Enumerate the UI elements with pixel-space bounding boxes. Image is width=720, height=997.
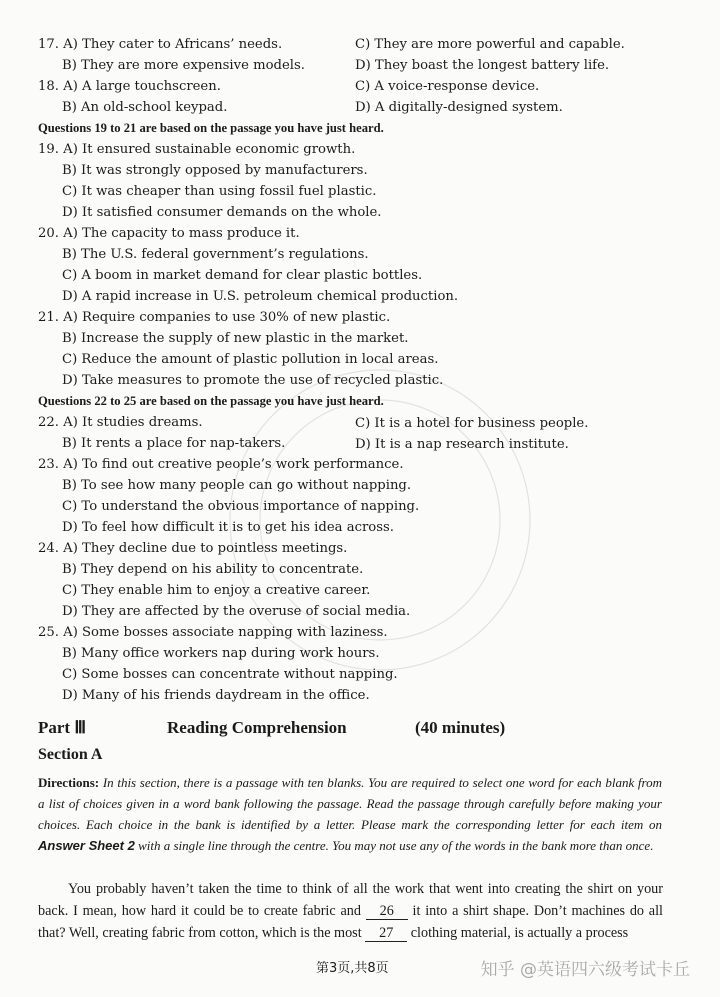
- q22-option-b: B) It rents a place for nap-takers.: [62, 436, 286, 451]
- q22-option-a: 22. A) It studies dreams.: [38, 415, 203, 430]
- questions-19-21-heading: Questions 19 to 21 are based on the passage you have just heard.: [38, 121, 384, 135]
- part-time: (40 minutes): [415, 718, 506, 737]
- directions-text-1: In this section, there is a passage with ten blanks. You are required to select one word for each blank from a list of choices given in a word bank following the passage. Read the passage through carefully before making your choices. Each choice in the bank is identified by a letter. Please mark the corresponding letter for each item on: [38, 775, 662, 832]
- q20-option-b: B) The U.S. federal government’s regulations.: [62, 247, 369, 262]
- q23-option-b: B) To see how many people can go without napping.: [62, 478, 412, 493]
- q20-option-a: 20. A) The capacity to mass produce it.: [38, 226, 300, 241]
- part-title: Reading Comprehension: [167, 718, 347, 737]
- q18-option-c: C) A voice-response device.: [355, 79, 540, 94]
- q25-option-c: C) Some bosses can concentrate without napping.: [62, 667, 398, 682]
- q18-option-d: D) A digitally-designed system.: [355, 100, 563, 115]
- q21-option-d: D) Take measures to promote the use of recycled plastic.: [62, 373, 444, 388]
- q20-option-c: C) A boom in market demand for clear plastic bottles.: [62, 268, 423, 283]
- q19-option-b: B) It was strongly opposed by manufacturers.: [62, 163, 368, 178]
- q23-option-c: C) To understand the obvious importance of napping.: [62, 499, 420, 514]
- q19-option-c: C) It was cheaper than using fossil fuel plastic.: [62, 184, 377, 199]
- q23-option-a: 23. A) To find out creative people’s work performance.: [38, 457, 404, 472]
- passage: [38, 878, 663, 944]
- passage-text-2: it into a shirt shape. Don’t machines do all that? Well, creating fabric from cotton, which is the most: [38, 903, 663, 941]
- q21-option-a: 21. A) Require companies to use 30% of new plastic.: [38, 310, 391, 325]
- q18-option-b: B) An old-school keypad.: [62, 100, 228, 115]
- q17-option-d: D) They boast the longest battery life.: [355, 58, 610, 73]
- q17-option-c: C) They are more powerful and capable.: [355, 37, 625, 52]
- q24-option-a: 24. A) They decline due to pointless meetings.: [38, 541, 348, 556]
- q23-option-d: D) To feel how difficult it is to get his idea across.: [62, 520, 394, 535]
- directions-text-2: with a single line through the centre. You may not use any of the words in the bank more than once.: [134, 838, 654, 853]
- q21-option-c: C) Reduce the amount of plastic pollution in local areas.: [62, 352, 439, 367]
- q25-option-b: B) Many office workers nap during work hours.: [62, 646, 380, 661]
- q17-option-a: 17. A) They cater to Africans’ needs.: [38, 37, 283, 52]
- questions-22-25-heading: Questions 22 to 25 are based on the passage you have just heard.: [38, 394, 384, 408]
- directions: [38, 772, 662, 856]
- part-label: Part Ⅲ: [38, 718, 87, 737]
- directions-label: Directions:: [38, 775, 100, 790]
- blank-27: 27: [365, 925, 407, 942]
- passage-text-3: clothing material, is actually a process: [407, 925, 629, 941]
- page-footer: 第3页,共8页: [316, 961, 389, 976]
- q19-option-d: D) It satisfied consumer demands on the whole.: [62, 205, 382, 220]
- q20-option-d: D) A rapid increase in U.S. petroleum chemical production.: [62, 289, 459, 304]
- q18-option-a: 18. A) A large touchscreen.: [38, 79, 221, 94]
- passage-text-1: You probably haven’t taken the time to think of all the work that went into creating the shirt on your back. I mean, how hard it could be to create fabric and: [38, 881, 663, 919]
- zhihu-watermark: 知乎 @英语四六级考试卡丘: [480, 960, 690, 980]
- q25-option-a: 25. A) Some bosses associate napping with laziness.: [38, 625, 388, 640]
- q22-option-c: C) It is a hotel for business people.: [355, 416, 589, 431]
- answer-sheet-ref: Answer Sheet 2: [38, 838, 135, 853]
- q24-option-b: B) They depend on his ability to concentrate.: [62, 562, 364, 577]
- blank-26: 26: [366, 903, 408, 920]
- q25-option-d: D) Many of his friends daydream in the office.: [62, 688, 370, 703]
- q17-option-b: B) They are more expensive models.: [62, 58, 305, 73]
- section-title: Section A: [38, 746, 103, 763]
- q21-option-b: B) Increase the supply of new plastic in the market.: [62, 331, 409, 346]
- q24-option-d: D) They are affected by the overuse of social media.: [62, 604, 411, 619]
- q24-option-c: C) They enable him to enjoy a creative career.: [62, 583, 371, 598]
- q19-option-a: 19. A) It ensured sustainable economic growth.: [38, 142, 356, 157]
- q22-option-d: D) It is a nap research institute.: [355, 437, 569, 452]
